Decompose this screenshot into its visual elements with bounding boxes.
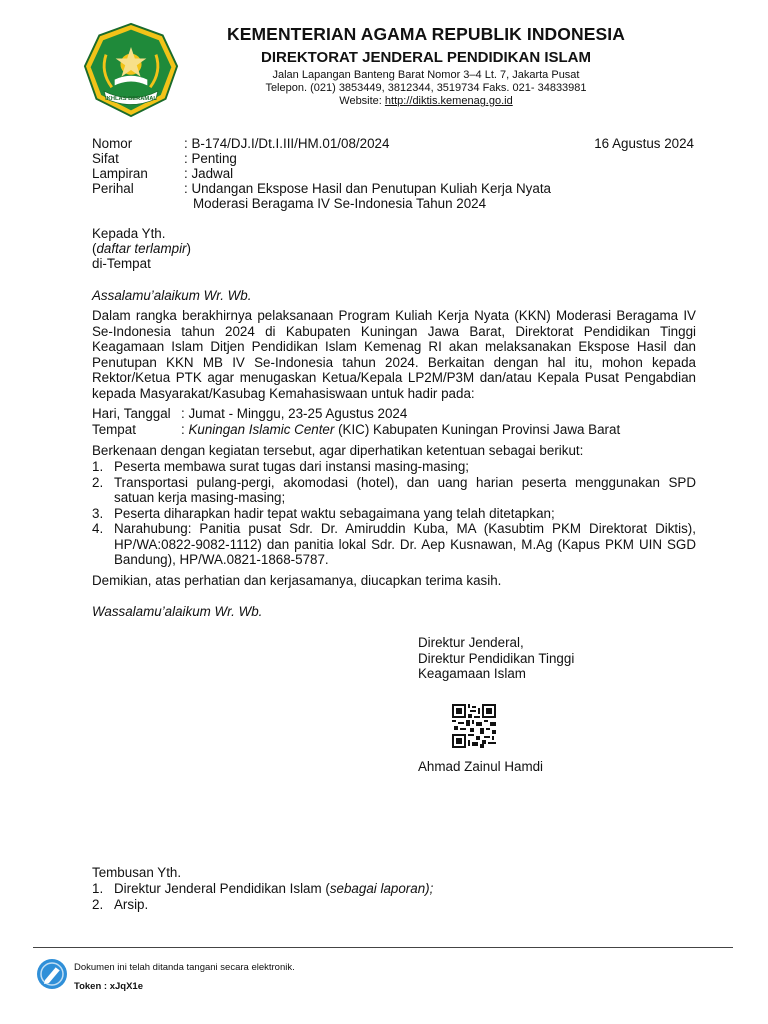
address-line: Jalan Lapangan Banteng Barat Nomor 3–4 Lt. 7, Jakarta Pusat bbox=[272, 69, 580, 81]
sifat-label: Sifat bbox=[92, 151, 119, 166]
list-intro: Berkenaan dengan kegiatan tersebut, agar diperhatikan ketentuan sebagai berikut: bbox=[92, 443, 584, 458]
recipient-heading: Kepada Yth. bbox=[92, 226, 166, 241]
sifat-value: : Penting bbox=[184, 151, 237, 166]
nomor-label: Nomor bbox=[92, 136, 133, 151]
closing-sentence: Demikian, atas perhatian dan kerjasamanya, diucapkan terima kasih. bbox=[92, 573, 502, 588]
cc-heading: Tembusan Yth. bbox=[92, 865, 182, 880]
signatory-title-1: Direktur Jenderal, bbox=[418, 635, 524, 650]
directorate-title: DIREKTORAT JENDERAL PENDIDIKAN ISLAM bbox=[260, 49, 592, 66]
e-signature-badge-icon bbox=[36, 958, 68, 990]
greeting: Assalamu’alaikum Wr. Wb. bbox=[92, 288, 252, 303]
ministry-title: KEMENTERIAN AGAMA REPUBLIK INDONESIA bbox=[226, 24, 625, 44]
recipient-list: (daftar terlampir) bbox=[92, 241, 191, 256]
recipient-place: di-Tempat bbox=[92, 256, 151, 271]
footer-divider bbox=[33, 947, 733, 948]
website-line bbox=[0, 95, 768, 108]
cc-item: 2. Arsip. bbox=[92, 897, 149, 912]
signatory-title-3: Keagamaan Islam bbox=[418, 666, 526, 681]
farewell: Wassalamu’alaikum Wr. Wb. bbox=[92, 604, 263, 619]
e-signature-note: Dokumen ini telah ditanda tangani secara elektronik. bbox=[74, 962, 295, 973]
tempat-value: : Kuningan Islamic Center (KIC) Kabupaten Kuningan Provinsi Jawa Barat bbox=[181, 422, 621, 437]
website-link[interactable]: http://diktis.kemenag.go.id bbox=[384, 95, 513, 107]
requirements-list bbox=[92, 459, 696, 568]
nomor-value: : B-174/DJ.I/Dt.I.III/HM.01/08/2024 bbox=[184, 136, 390, 151]
tempat-label: Tempat bbox=[92, 422, 136, 437]
hari-value: : Jumat - Minggu, 23-25 Agustus 2024 bbox=[181, 406, 408, 421]
signatory-name: Ahmad Zainul Hamdi bbox=[418, 759, 544, 774]
lampiran-label: Lampiran bbox=[92, 166, 148, 181]
perihal-value-cont: Moderasi Beragama IV Se-Indonesia Tahun 2024 bbox=[193, 196, 487, 211]
body-paragraph: Dalam rangka berakhirnya pelaksanaan Program Kuliah Kerja Nyata (KKN) Moderasi Beragama IV Se-Indonesia tahun 2024 di Kabupaten Kuningan Jawa Barat, Direktorat Pendidikan Tinggi Keagamaan Islam Ditjen Pendidikan Islam Kemenag RI akan melaksanakan Ekspose Hasil dan Penutupan KKN MB IV Se-Indonesia tahun 2024. Berkaitan dengan hal itu, mohon kepada Rektor/Ketua PTK agar menugaskan Ketua/Kepala LP2M/P3M dan/atau Kepala Pusat Pengabdian kepada Masyarakat/Kasubag Kemahasiswaan untuk hadir pada: bbox=[92, 308, 696, 401]
lampiran-value: : Jadwal bbox=[184, 166, 234, 181]
list-item: 4. Narahubung: Panitia pusat Sdr. Dr. Amiruddin Kuba, MA (Kasubtim PKM Direktorat Diktis), HP/WA:0822-9082-1112) dan panitia lokal Sdr. Dr. Aep Kusnawan, M.Ag (Kapus PKM UIN SGD Bandung), HP/WA.0821-1868-5787. bbox=[92, 521, 696, 567]
cc-item: 1. Direktur Jenderal Pendidikan Islam (sebagai laporan); bbox=[92, 881, 434, 896]
letter-date: 16 Agustus 2024 bbox=[594, 136, 694, 151]
list-item: 3. Peserta diharapkan hadir tepat waktu sebagaimana yang telah ditetapkan; bbox=[92, 505, 555, 521]
website-label: Website: bbox=[339, 95, 385, 107]
phone-line: Telepon. (021) 3853449, 3812344, 3519734 Faks. 021- 34833981 bbox=[265, 82, 587, 94]
perihal-label: Perihal bbox=[92, 181, 134, 196]
signatory-title-2: Direktur Pendidikan Tinggi bbox=[418, 651, 575, 666]
svg-text:IKHLAS BERAMAL: IKHLAS BERAMAL bbox=[105, 95, 157, 102]
list-item: 2. Transportasi pulang-pergi, akomodasi (hotel), dan uang harian peserta menggunakan SPD satuan kerja masing-masing; bbox=[92, 474, 696, 505]
hari-label: Hari, Tanggal bbox=[92, 406, 171, 421]
list-item: 1. Peserta membawa surat tugas dari instansi masing-masing; bbox=[92, 459, 470, 474]
qr-code-icon bbox=[452, 704, 496, 748]
perihal-value: : Undangan Ekspose Hasil dan Penutupan Kuliah Kerja Nyata bbox=[184, 181, 551, 196]
token-label: Token : xJqX1e bbox=[74, 981, 143, 992]
